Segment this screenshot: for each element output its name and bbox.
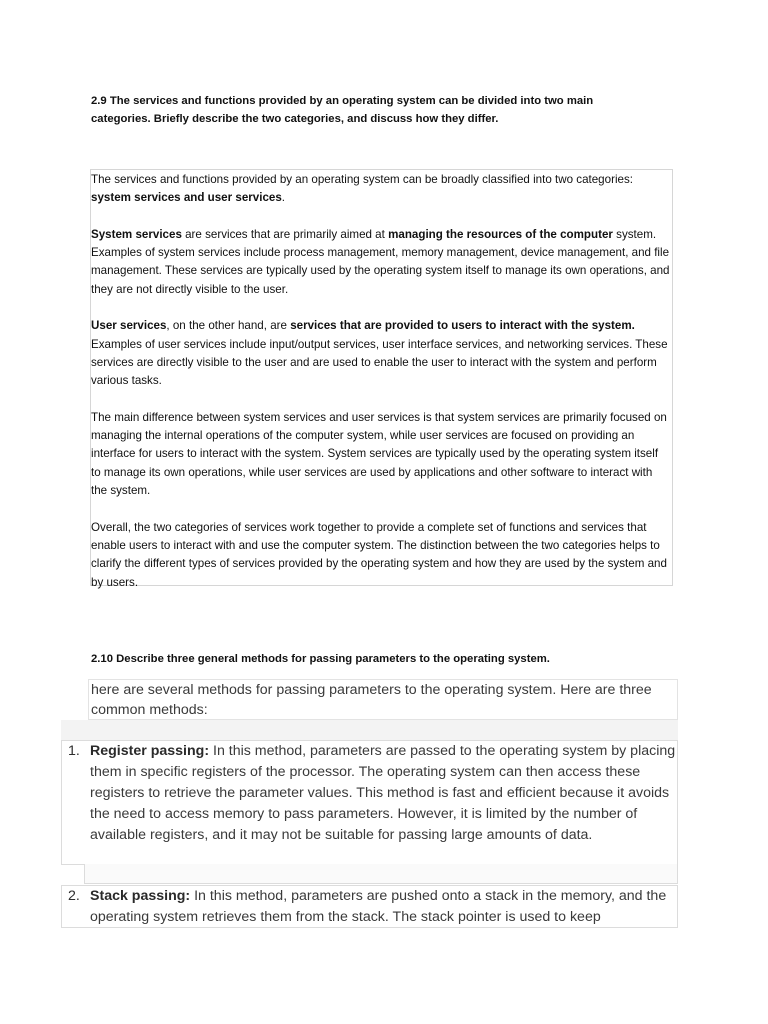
divider-row — [84, 864, 678, 884]
answer-text: are services that are primarily aimed at — [181, 227, 389, 241]
answer-bold-text: System services — [91, 227, 182, 241]
list-item — [61, 740, 678, 865]
list-number: 2. — [68, 888, 80, 904]
list-item-text — [90, 741, 677, 846]
answer-paragraph-4: The main difference between system services and user services is that system services are primarily focused on managing the internal operations of the computer system, while user services are focused on providing an interface for users to interact with the system. System services are typically used by the operating system itself to manage its own operations, while user services are used by applications and other software to interact with the system. — [91, 410, 667, 498]
divider-strip — [61, 720, 678, 740]
answer-2-9-box — [90, 169, 673, 589]
list-item — [61, 885, 678, 928]
answer-bold-text: services that are provided to users to interact with the system. — [290, 319, 635, 333]
answer-text: , on the other hand, are — [166, 319, 291, 333]
list-item-body: In this method, parameters are passed to the operating system by placing them in specific registers of the processor. The operating system can then access these registers to retrieve the parameter values. This method is fast and efficient because it avoids the need to access memory to pass parameters. However, it is limited by the number of available registers, and it may not be suitable for passing large amounts of data. — [90, 743, 676, 843]
list-item-body: In this method, parameters are pushed onto a stack in the memory, and the operating system retrieves them from the stack. The stack pointer is used to keep — [90, 888, 667, 925]
answer-text: system. Examples of system services include process management, memory management, device management, and file management. These services are typically used by the operating system itself to manage its own operations, and they are not directly visible to the user. — [91, 227, 670, 296]
list-item-title: Register passing: — [90, 743, 210, 759]
answer-paragraph-2 — [91, 226, 670, 299]
answer-2-10-intro: here are several methods for passing parameters to the operating system. Here are three common methods: — [88, 679, 678, 720]
answer-bold-text: managing the resources of the computer — [388, 227, 613, 241]
answer-text: . — [281, 191, 286, 205]
list-item-title: Stack passing: — [90, 888, 191, 904]
question-2-9-heading: 2.9 The services and functions provided by an operating system can be divided into two main categories. Briefly describe the two categories, and discuss how they differ. — [91, 95, 594, 125]
answer-paragraph-3 — [91, 317, 670, 390]
answer-bold-text: User services — [91, 319, 167, 333]
answer-paragraph-5: Overall, the two categories of services work together to provide a complete set of functions and services that enable users to interact with and use the computer system. The distinction between the two categories helps to clarify the different types of services provided by the operating system and how they are used by the system and by users. — [91, 520, 667, 589]
answer-text: Examples of user services include input/output services, user interface services, and networking services. These services are directly visible to the user and are used to enable the user to interact with the system and perform various tasks. — [91, 337, 668, 388]
answer-bold-text: system services and user services — [91, 191, 282, 205]
answer-paragraph-1 — [91, 171, 670, 208]
answer-text: The services and functions provided by an operating system can be broadly classified into two categories: — [91, 173, 633, 186]
list-item-text — [90, 886, 677, 928]
list-number: 1. — [68, 743, 80, 759]
question-2-10-heading: 2.10 Describe three general methods for passing parameters to the operating system. — [91, 653, 550, 665]
